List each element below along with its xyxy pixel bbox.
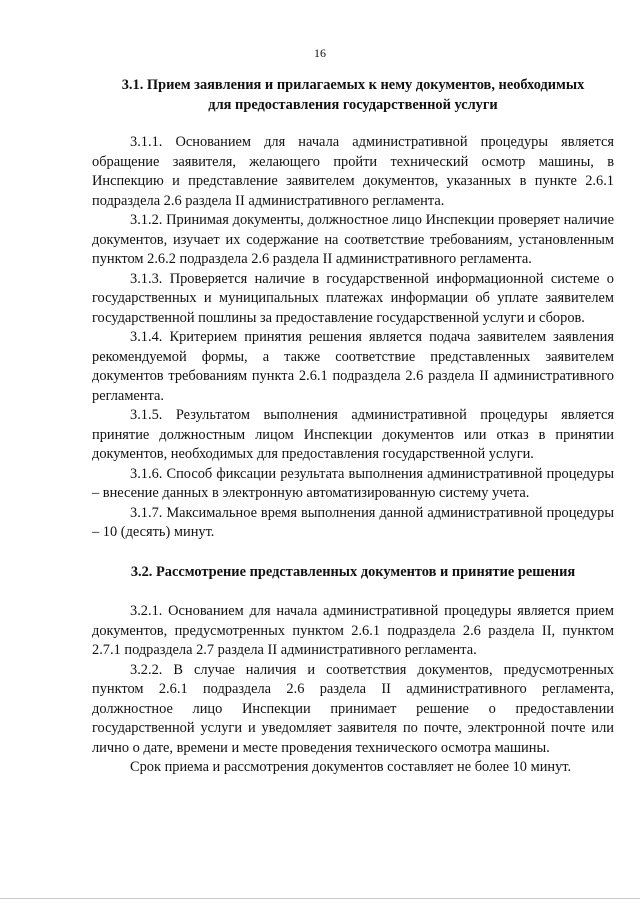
paragraph-3-1-5: 3.1.5. Результатом выполнения административной процедуры является принятие должностным лицом Инспекции документов или отказ в принятии документов, необходимых для предоставления государственной услуги.: [92, 407, 614, 462]
paragraph-3-2-2: 3.2.2. В случае наличия и соответствия документов, предусмотренных пунктом 2.6.1 подраздела 2.6 раздела II административного регламента, должностное лицо Инспекции принимает решение о предоставлении государственной услуги и уведомляет заявителя по почте, электронной почте или лично о дате, времени и месте проведения технического осмотра машины.: [92, 661, 614, 756]
paragraph-3-1-2: 3.1.2. Принимая документы, должностное лицо Инспекции проверяет наличие документов, изучает их содержание на соответствие требованиям, установленным пунктом 2.6.2 подраздела 2.6 раздела II административного регламента.: [92, 212, 614, 267]
paragraph-term: Срок приема и рассмотрения документов составляет не более 10 минут.: [130, 759, 572, 775]
paragraph-3-1-4: 3.1.4. Критерием принятия решения является подача заявителем заявления рекомендуемой формы, а также соответствие представленных заявителем документов требованиям пункта 2.6.1 подраздела 2.6 раздела II административного регламента.: [92, 329, 614, 404]
section-heading-line-2: для предоставления государственной услуги: [208, 96, 498, 113]
paragraph-3-1-7: 3.1.7. Максимальное время выполнения данной административной процедуры – 10 (десять) минут.: [92, 504, 614, 540]
section-heading-3-2: 3.2. Рассмотрение представленных документов и принятие решения: [130, 563, 576, 580]
paragraph-3-1-3: 3.1.3. Проверяется наличие в государственной информационной системе о государственных и муниципальных платежах информации об уплате заявителем государственной пошлины за предоставление государственной услуги и сборов.: [92, 270, 614, 326]
page-number: 16: [314, 46, 326, 60]
paragraph-3-1-1: 3.1.1. Основанием для начала административной процедуры является обращение заявителя, желающего пройти технический осмотр машины, в Инспекцию и представление заявителем документов, указанных в пункте 2.6.1 подраздела 2.6 раздела II административного регламента.: [92, 134, 614, 209]
scan-edge-line: [0, 898, 640, 899]
section-heading-3-1: [92, 76, 614, 115]
document-body: [92, 76, 614, 778]
paragraph-3-2-1: 3.2.1. Основанием для начала административной процедуры является прием документов, предусмотренных пунктом 2.6.1 подраздела 2.6 раздела II, пунктом 2.7.1 подраздела 2.7 раздела II административного регламента.: [92, 603, 614, 658]
section-heading-line-1: 3.1. Прием заявления и прилагаемых к нему документов, необходимых: [121, 77, 585, 93]
paragraph-3-1-6: 3.1.6. Способ фиксации результата выполнения административной процедуры – внесение данных в электронную автоматизированную систему учета.: [92, 465, 614, 501]
